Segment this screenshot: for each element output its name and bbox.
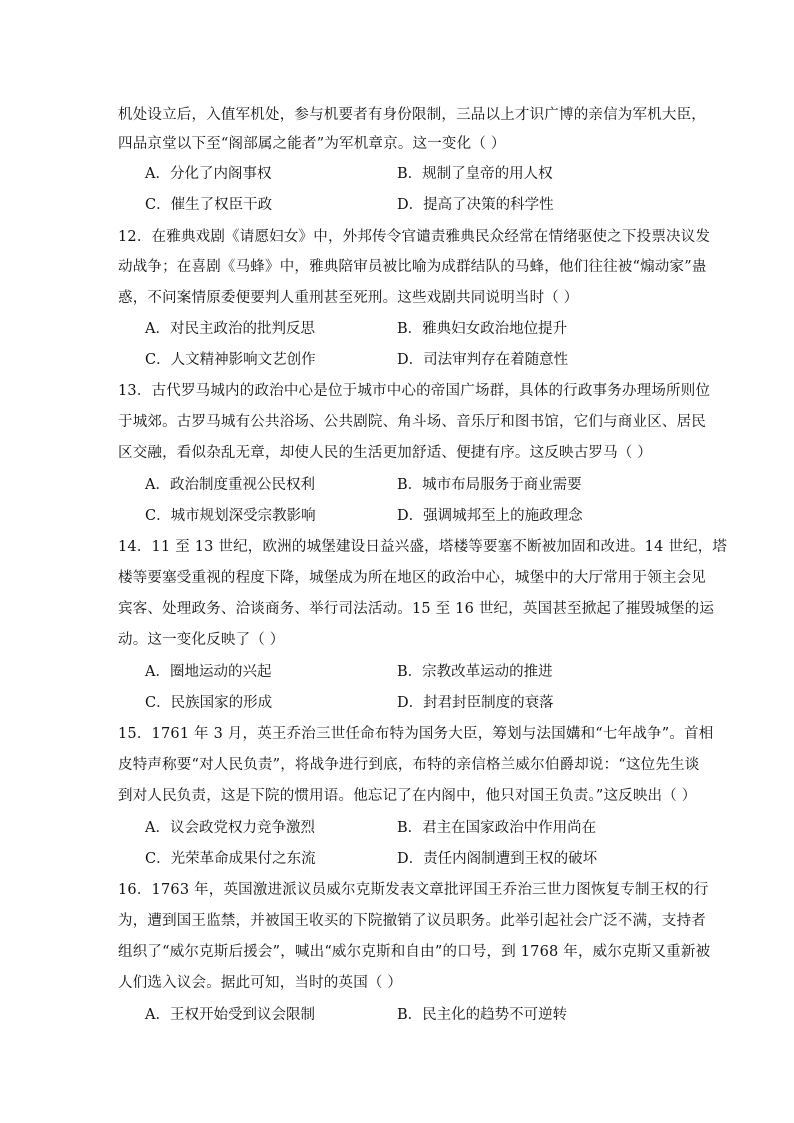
q12-option-c: C．人文精神影响文艺创作: [145, 352, 316, 368]
q14-option-d: D．封君封臣制度的衰落: [397, 695, 554, 711]
q16-line-2: 为，遭到国王监禁，并被国王收买的下院撤销了议员职务。此举引起社会广泛不满，支持者: [118, 913, 706, 929]
q15-line-2: 皮特声称要“对人民负责”，将战争进行到底，布特的亲信格兰威尔伯爵却说：“这位先生谈: [118, 757, 700, 773]
q13-option-b: B．城市布局服务于商业需要: [397, 477, 582, 493]
q16-option-b: B．民主化的趋势不可逆转: [397, 1007, 568, 1023]
q13-option-d: D．强调城邦至上的施政理念: [397, 508, 583, 524]
q11-option-c: C．催生了权臣干政: [145, 197, 273, 213]
q14-line-4: 动。这一变化反映了（ ）: [118, 632, 285, 648]
q12-option-d: D．司法审判存在着随意性: [397, 352, 569, 368]
q11-option-a: A．分化了内阁事权: [145, 166, 272, 182]
q11-line-2: 四品京堂以下至“阁部属之能者”为军机章京。这一变化（ ）: [118, 136, 506, 152]
q12-line-2: 动战争；在喜剧《马蜂》中，雅典陪审员被比喻为成群结队的马蜂，他们往往被“煽动家”蛊: [118, 259, 707, 275]
q15-line-3: 到对人民负责，这是下院的惯用语。他忘记了在内阁中，他只对国王负责。”这反映出（ ）: [118, 788, 697, 804]
q15-option-d: D．责任内阁制遭到王权的破坏: [397, 851, 598, 867]
q16-option-a: A．王权开始受到议会限制: [145, 1007, 315, 1023]
q14-option-b: B．宗教改革运动的推进: [397, 664, 553, 680]
q16-line-4: 人们选入议会。据此可知，当时的英国（ ）: [118, 975, 403, 991]
q12-line-1: 12．在雅典戏剧《请愿妇女》中，外邦传令官谴责雅典民众经常在情绪驱使之下投票决议发: [118, 229, 711, 245]
q14-option-a: A．圈地运动的兴起: [145, 664, 272, 680]
q13-line-2: 于城郊。古罗马城有公共浴场、公共剧院、角斗场、音乐厅和图书馆，它们与商业区、居民: [118, 414, 706, 430]
q14-line-1: 14．11 至 13 世纪，欧洲的城堡建设日益兴盛，塔楼等要塞不断被加固和改进。14 世纪，塔: [118, 539, 728, 555]
q15-option-c: C．光荣革命成果付之东流: [145, 851, 316, 867]
q13-option-c: C．城市规划深受宗教影响: [145, 508, 316, 524]
q15-option-b: B．君主在国家政治中作用尚在: [397, 820, 597, 836]
q13-line-1: 13．古代罗马城内的政治中心是位于城市中心的帝国广场群，具体的行政事务办理场所则位: [118, 383, 711, 399]
q13-option-a: A．政治制度重视公民权利: [145, 477, 315, 493]
q12-option-a: A．对民主政治的批判反思: [145, 321, 315, 337]
q14-line-3: 宾客、处理政务、洽谈商务、举行司法活动。15 至 16 世纪，英国甚至掀起了摧毁城堡的运: [118, 601, 715, 617]
q14-option-c: C．民族国家的形成: [145, 695, 273, 711]
q12-line-3: 惑，不问案情原委便要判人重刑甚至死刑。这些戏剧共同说明当时（ ）: [118, 290, 579, 306]
q16-line-3: 组织了“威尔克斯后援会”，喊出“威尔克斯和自由”的口号，到 1768 年，威尔克斯又重新被: [118, 944, 711, 960]
q13-line-3: 区交融，看似杂乱无章，却使人民的生活更加舒适、便捷有序。这反映古罗马（ ）: [118, 445, 653, 461]
q16-line-1: 16．1763 年，英国激进派议员威尔克斯发表文章批评国王乔治三世力图恢复专制王权的行: [118, 882, 709, 898]
q14-line-2: 楼等要塞受重视的程度下降，城堡成为所在地区的政治中心，城堡中的大厅常用于领主会见: [118, 570, 706, 586]
q12-option-b: B．雅典妇女政治地位提升: [397, 321, 568, 337]
q11-option-d: D．提高了决策的科学性: [397, 197, 554, 213]
q15-option-a: A．议会政党权力竞争激烈: [145, 820, 315, 836]
q15-line-1: 15．1761 年 3 月，英王乔治三世任命布特为国务大臣，筹划与法国媾和“七年战争”。首相: [118, 726, 714, 742]
q11-line-1: 机处设立后，入值军机处，参与机要者有身份限制，三品以上才识广博的亲信为军机大臣，: [118, 107, 706, 123]
q11-option-b: B．规制了皇帝的用人权: [397, 166, 553, 182]
